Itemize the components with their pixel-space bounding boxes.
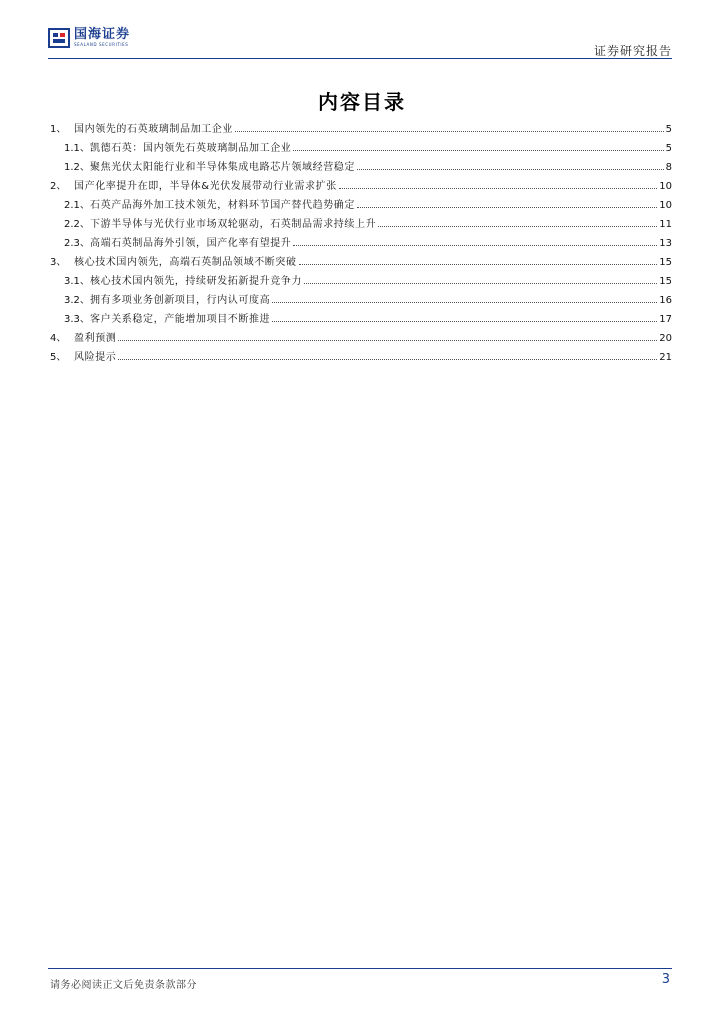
logo-english-name: SEALAND SECURITIES [74,42,129,47]
toc-entry-number: 1.1、 [64,143,90,154]
toc-leader-dots [378,226,657,227]
toc-entry-text: 核心技术国内领先，高端石英制品领域不断突破 [74,257,297,268]
toc-entry-number: 3.3、 [64,314,90,325]
toc-entry-page: 5 [665,143,672,154]
toc-entry-text: 风险提示 [74,352,117,363]
logo-icon [48,28,70,48]
toc-leader-dots [293,245,657,246]
toc-entry-page: 15 [659,257,672,268]
toc-entry-2-1[interactable] [50,196,672,215]
toc-entry-page: 16 [659,295,672,306]
report-type-label: 证券研究报告 [593,44,672,58]
toc-entry-4[interactable] [50,329,672,348]
toc-leader-dots [272,321,657,322]
toc-entry-page: 10 [659,181,672,192]
page-header [48,28,672,58]
toc-entry-text: 拥有多项业务创新项目，行内认可度高 [90,295,271,306]
toc-entry-text: 盈利预测 [74,333,117,344]
toc-entry-number: 1、 [50,124,67,135]
toc-entry-number: 3、 [50,257,67,268]
toc-entry-page: 15 [659,276,672,287]
toc-entry-page: 13 [659,238,672,249]
toc-leader-dots [339,188,657,189]
toc-entry-2[interactable] [50,177,672,196]
toc-entry-3-3[interactable] [50,310,672,329]
toc-entry-text: 国产化率提升在即，半导体&光伏发展带动行业需求扩张 [74,181,337,192]
toc-leader-dots [235,131,664,132]
toc-entry-number: 2.1、 [64,200,90,211]
toc-entry-page: 8 [665,162,672,173]
toc-entry-page: 17 [659,314,672,325]
sealand-logo [48,28,130,48]
toc-entry-number: 4、 [50,333,67,344]
toc-entry-text: 客户关系稳定，产能增加项目不断推进 [90,314,271,325]
toc-entry-text: 石英产品海外加工技术领先，材料环节国产替代趋势确定 [90,200,355,211]
toc-entry-1[interactable] [50,120,672,139]
toc-entry-1-2[interactable] [50,158,672,177]
toc-entry-page: 10 [659,200,672,211]
toc-entry-1-1[interactable] [50,139,672,158]
toc-entry-page: 20 [659,333,672,344]
toc-entry-3[interactable] [50,253,672,272]
toc-entry-number: 3.2、 [64,295,90,306]
toc-leader-dots [357,169,664,170]
toc-leader-dots [304,283,657,284]
header-divider [48,58,672,59]
toc-entry-number: 2.2、 [64,219,90,230]
toc-leader-dots [272,302,657,303]
toc-leader-dots [118,359,657,360]
footer-divider [48,968,672,969]
toc-entry-number: 5、 [50,352,67,363]
toc-entry-2-2[interactable] [50,215,672,234]
toc-title: 内容目录 [318,90,406,114]
toc-entry-text: 聚焦光伏太阳能行业和半导体集成电路芯片领域经营稳定 [90,162,355,173]
toc-entry-page: 5 [665,124,672,135]
toc-leader-dots [299,264,658,265]
toc-entry-page: 11 [659,219,672,230]
logo-chinese-name: 国海证券 [74,27,131,42]
toc-leader-dots [118,340,657,341]
table-of-contents [50,120,672,367]
toc-entry-page: 21 [659,352,672,363]
toc-entry-2-3[interactable] [50,234,672,253]
toc-entry-3-2[interactable] [50,291,672,310]
toc-entry-text: 高端石英制品海外引领，国产化率有望提升 [90,238,292,249]
toc-entry-3-1[interactable] [50,272,672,291]
toc-entry-number: 1.2、 [64,162,90,173]
toc-leader-dots [293,150,663,151]
toc-entry-text: 核心技术国内领先，持续研发拓新提升竞争力 [90,276,302,287]
toc-entry-text: 下游半导体与光伏行业市场双轮驱动，石英制品需求持续上升 [90,219,377,230]
toc-entry-number: 3.1、 [64,276,90,287]
footer-disclaimer: 请务必阅读正文后免责条款部分 [50,980,197,991]
toc-entry-text: 国内领先的石英玻璃制品加工企业 [74,124,233,135]
toc-entry-text: 凯德石英：国内领先石英玻璃制品加工企业 [90,143,292,154]
toc-entry-number: 2.3、 [64,238,90,249]
toc-leader-dots [357,207,657,208]
page-number: 3 [661,972,670,987]
toc-entry-5[interactable] [50,348,672,367]
toc-entry-number: 2、 [50,181,67,192]
